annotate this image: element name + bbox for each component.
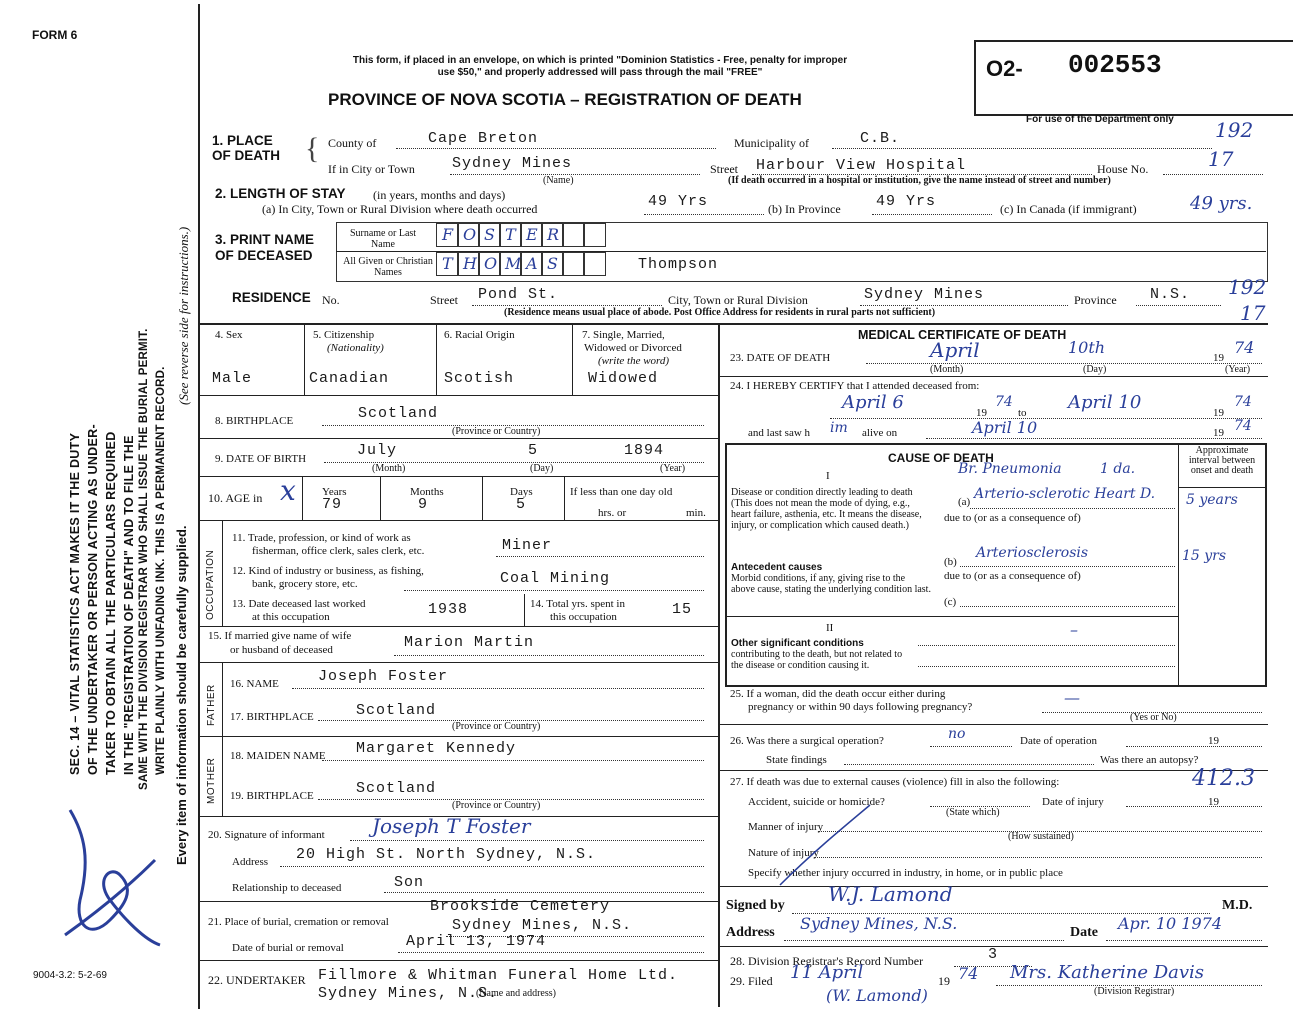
sex-value: Male — [212, 370, 253, 387]
residence-city-label: City, Town or Rural Division — [668, 293, 808, 307]
form-title: PROVINCE OF NOVA SCOTIA – REGISTRATION OF DEATH — [328, 90, 802, 109]
residence-note: (Residence means usual place of abode. Post Office Address for residents in rural parts not sufficient) — [504, 307, 936, 318]
interval-header: Approximate interval between onset and death — [1188, 445, 1256, 476]
side-note-instructions: (See reverse side for instructions.) — [176, 226, 191, 405]
spouse-label-2: or husband of deceased — [230, 644, 333, 656]
cause-c-label: (c) — [944, 596, 957, 608]
marital-label-3: (write the word) — [598, 355, 670, 367]
dob-month: July — [357, 442, 398, 459]
signed-address: Sydney Mines, N.S. — [800, 914, 958, 933]
center-divider — [718, 323, 720, 1007]
dob-day: 5 — [528, 442, 539, 459]
filed-year: 74 — [958, 964, 979, 983]
residence-label: RESIDENCE — [232, 290, 311, 305]
name-caption: (Name) — [543, 175, 574, 186]
side-note: Every item of information should be carefully supplied. — [174, 525, 189, 865]
last-saw-label: and last saw h — [748, 427, 811, 439]
surname-letter: O — [463, 225, 477, 244]
industry-value: Coal Mining — [500, 570, 611, 587]
cause-b-label: (b) — [944, 556, 957, 568]
due-to-2: due to (or as a consequence of) — [944, 570, 1081, 582]
cause-a-label: (a) — [958, 496, 971, 508]
given-letter-box — [499, 252, 522, 276]
min-label: min. — [686, 507, 706, 519]
industry-label-1: 12. Kind of industry or business, as fishing, — [232, 565, 424, 577]
last-saw-him: im — [830, 420, 848, 436]
surname-letter: R — [547, 225, 560, 244]
last-worked-label-1: 13. Date deceased last worked — [232, 598, 366, 610]
stay-c-value: 49 yrs. — [1190, 193, 1253, 214]
dob-label: 9. DATE OF BIRTH — [215, 453, 307, 465]
part-1-label: I — [826, 470, 830, 482]
record-number-label: 28. Division Registrar's Record Number — [730, 954, 924, 968]
trade-label-1: 11. Trade, profession, or kind of work as — [232, 532, 411, 544]
dod-year: 74 — [1234, 338, 1255, 357]
mother-birthplace-caption: (Province or Country) — [452, 800, 541, 811]
given-letter: S — [547, 254, 558, 273]
q25-caption: (Yes or No) — [1130, 712, 1177, 723]
maiden-value: Margaret Kennedy — [356, 740, 517, 757]
notice-line-2: use $50," and properly addressed will pass through the mail "FREE" — [437, 67, 763, 78]
reg-number: 002553 — [1068, 50, 1162, 80]
attended-to: April 10 — [1068, 392, 1142, 413]
undertaker-caption: (Name and address) — [476, 988, 556, 999]
side-text-1: SEC. 14 – VITAL STATISTICS ACT MAKES IT THE DUTY — [68, 432, 82, 775]
side-text-6: WRITE PLAINLY WITH UNFADING INK. THIS IS A PERMANENT RECORD. — [155, 366, 167, 775]
q27-label: 27. If death was due to external causes (violence) fill in also the following: — [730, 776, 1060, 788]
street-value: Harbour View Hospital — [756, 157, 967, 174]
mother-birthplace-label: 19. BIRTHPLACE — [230, 790, 314, 802]
due-to-1: due to (or as a consequence of) — [944, 512, 1081, 524]
father-birthplace-caption: (Province or Country) — [452, 721, 541, 732]
municipality-label: Municipality of — [734, 136, 809, 150]
spouse-value: Marion Martin — [404, 634, 535, 651]
informant-address: 20 High St. North Sydney, N.S. — [296, 846, 597, 863]
burial-place-line-1: Brookside Cemetery — [430, 898, 611, 915]
cause-b-interval: 15 yrs — [1182, 548, 1227, 564]
residence-code-2: 17 — [1240, 301, 1266, 325]
marital-value: Widowed — [588, 370, 659, 387]
age-label: 10. AGE in — [208, 491, 263, 505]
given-letter-box — [457, 252, 480, 276]
given-letter-box — [562, 252, 585, 276]
place-code-2: 17 — [1208, 147, 1234, 171]
residence-province: N.S. — [1150, 286, 1191, 303]
place-note: (If death occurred in a hospital or institution, give the name instead of street and number) — [728, 175, 1111, 186]
house-label: House No. — [1097, 162, 1149, 176]
burial-place-label: 21. Place of burial, cremation or removal — [208, 916, 389, 928]
birthplace-label: 8. BIRTHPLACE — [215, 415, 294, 427]
cause-a-value: Arterio-sclerotic Heart D. — [974, 486, 1156, 502]
dob-month-caption: (Month) — [372, 463, 406, 474]
days-value: 5 — [516, 496, 527, 513]
place-code-1: 192 — [1215, 118, 1254, 142]
margin-check-mark — [50, 800, 170, 950]
dept-use: For use of the Department only — [1026, 114, 1174, 125]
autopsy-label: Was there an autopsy? — [1100, 754, 1199, 766]
stay-a-label: (a) In City, Town or Rural Division where death occurred — [262, 202, 538, 216]
surname-letter-box — [478, 223, 501, 247]
surname-letter-box — [457, 223, 480, 247]
undertaker-line-2: Sydney Mines, N.S. — [318, 985, 499, 1002]
surname-letter-box — [436, 223, 459, 247]
given-letter-box — [520, 252, 543, 276]
notice-line-1: This form, if placed in an envelope, on which is printed "Dominion Statistics - Free, penalty for improper — [352, 55, 848, 66]
injury-date-label: Date of injury — [1042, 796, 1104, 808]
signed-address-label: Address — [726, 925, 775, 940]
mother-side-label: MOTHER — [206, 757, 217, 804]
dod-year-caption: (Year) — [1225, 364, 1251, 375]
surname-letter: T — [505, 225, 516, 244]
filed-label: 29. Filed — [730, 974, 773, 988]
given-label: All Given or Christian Names — [343, 256, 433, 278]
registrar-signature: Mrs. Katherine Davis — [1010, 962, 1205, 983]
surname-letter-box — [562, 223, 585, 247]
side-text-3: TAKER TO OBTAIN ALL THE PARTICULARS REQUIRED — [104, 431, 118, 775]
direct-interval: 1 da. — [1100, 461, 1136, 477]
citizenship-value: Canadian — [309, 370, 390, 387]
months-value: 9 — [418, 496, 429, 513]
surname-letter-box — [520, 223, 543, 247]
marital-label-2: Widowed or Divorced — [584, 342, 682, 354]
stay-c-label: (c) In Canada (if immigrant) — [1000, 202, 1137, 216]
citizenship-sub: (Nationality) — [327, 342, 384, 354]
undertaker-label: 22. UNDERTAKER — [208, 973, 306, 987]
side-text-4: IN THE "REGISTRATION OF DEATH" AND TO FILE THE — [122, 435, 136, 775]
burial-place-line-2: Sydney Mines, N.S. — [452, 917, 633, 934]
cause-a-interval: 5 years — [1186, 492, 1238, 508]
signed-date: Apr. 10 1974 — [1118, 914, 1223, 933]
how-sustained-caption: (How sustained) — [1008, 831, 1074, 842]
part-2-label: II — [826, 622, 834, 634]
filed-note: (W. Lamond) — [826, 986, 928, 1005]
md-label: M.D. — [1222, 898, 1253, 913]
given-letter-box — [436, 252, 459, 276]
to-year: 74 — [1234, 394, 1252, 410]
birthplace-caption: (Province or Country) — [452, 426, 541, 437]
father-birthplace-label: 17. BIRTHPLACE — [230, 711, 314, 723]
given-letter: M — [505, 254, 522, 273]
city-value: Sydney Mines — [452, 155, 573, 172]
reg-prefix: O2- — [986, 56, 1023, 81]
other-value: – — [1070, 620, 1078, 639]
last-saw-date: April 10 — [972, 418, 1038, 437]
informant-sig-label: 20. Signature of informant — [208, 829, 325, 841]
surname-letter-box — [583, 223, 606, 247]
street-label: Street — [710, 162, 738, 176]
antecedent-title: Antecedent causes — [731, 562, 823, 573]
surname-letter: E — [526, 225, 538, 244]
residence-city: Sydney Mines — [864, 286, 985, 303]
total-value: 15 — [672, 601, 693, 618]
to-year-prefix: 19 — [1213, 407, 1224, 419]
surname-letter: F — [442, 225, 454, 244]
surname-letter-box — [499, 223, 522, 247]
municipality-value: C.B. — [860, 130, 901, 147]
sex-label: 4. Sex — [215, 329, 243, 341]
signed-date-label: Date — [1070, 925, 1098, 940]
last-worked-label-2: at this occupation — [252, 611, 330, 623]
father-side-label: FATHER — [206, 684, 217, 726]
antecedent-label: Morbid conditions, if any, giving rise to the above cause, stating the underlying condition last. — [731, 573, 931, 595]
trade-value: Miner — [502, 537, 553, 554]
direct-cause: Br. Pneumonia — [958, 461, 1062, 477]
racial-value: Scotish — [444, 370, 515, 387]
mail-notice — [260, 55, 940, 79]
given-letter: O — [484, 254, 498, 273]
cause-header: CAUSE OF DEATH — [888, 451, 994, 465]
dod-day: 10th — [1068, 338, 1106, 357]
name-label: 3. PRINT NAME OF DECEASED — [215, 232, 315, 263]
city-label: If in City or Town — [328, 162, 415, 176]
total-label-1: 14. Total yrs. spent in — [530, 598, 625, 610]
form-code: 9004-3.2: 5-2-69 — [33, 970, 107, 981]
brace: { — [305, 132, 320, 165]
strike-line — [770, 800, 880, 890]
residence-code-1: 192 — [1228, 275, 1267, 299]
stay-b-value: 49 Yrs — [876, 193, 937, 210]
undertaker-line-1: Fillmore & Whitman Funeral Home Ltd. — [318, 967, 679, 984]
q26-value: no — [948, 726, 966, 742]
relationship-value: Son — [394, 874, 425, 891]
operation-date-label: Date of operation — [1020, 735, 1097, 747]
last-year: 74 — [1234, 418, 1252, 434]
given-letter: A — [526, 254, 538, 273]
cause-b-value: Arteriosclerosis — [976, 545, 1089, 561]
informant-address-label: Address — [232, 856, 269, 868]
dob-year-caption: (Year) — [660, 463, 686, 474]
mother-birthplace: Scotland — [356, 780, 437, 797]
certify-label: 24. I HEREBY CERTIFY that I attended deceased from: — [730, 380, 980, 392]
findings-label: State findings — [766, 754, 827, 766]
side-text-5: SAME WITH THE DIVISION REGISTRAR WHO SHALL ISSUE THE BURIAL PERMIT. — [138, 328, 150, 790]
racial-label: 6. Racial Origin — [444, 329, 515, 341]
given-middle-name: Thompson — [638, 256, 719, 273]
from-year-prefix: 19 — [976, 407, 987, 419]
registrar-caption: (Division Registrar) — [1094, 986, 1175, 997]
attended-from: April 6 — [842, 392, 904, 413]
to-label: to — [1018, 407, 1027, 419]
form-left-border — [198, 4, 200, 1009]
stay-label: 2. LENGTH OF STAY — [215, 186, 346, 201]
stay-a-value: 49 Yrs — [648, 193, 709, 210]
years-value: 79 — [322, 496, 343, 513]
q25-label-2: pregnancy or within 90 days following pregnancy? — [748, 701, 973, 713]
last-worked-value: 1938 — [428, 601, 469, 618]
total-label-2: this occupation — [550, 611, 617, 623]
stay-b-label: (b) In Province — [768, 202, 841, 216]
q25-value: — — [1064, 688, 1080, 707]
alive-label: alive on — [862, 427, 898, 439]
q27-code: 412.3 — [1192, 766, 1255, 791]
dod-day-caption: (Day) — [1083, 364, 1107, 375]
dod-label: 23. DATE OF DEATH — [730, 352, 831, 364]
given-letter-box — [478, 252, 501, 276]
filed-year-prefix: 19 — [938, 974, 950, 988]
other-label: contributing to the death, but not related to the disease or condition causing it. — [731, 649, 903, 671]
signed-value: W.J. Lamond — [828, 882, 953, 906]
surname-label: Surname or Last Name — [349, 228, 417, 250]
spouse-label-1: 15. If married give name of wife — [208, 630, 352, 642]
birthplace-value: Scotland — [358, 405, 439, 422]
dod-month-caption: (Month) — [930, 364, 964, 375]
direct-label: Disease or condition directly leading to death (This does not mean the mode of dying, e.g., heart failure, asthenia, etc. It means the disease, injury, or complication which caused death.) — [731, 487, 922, 531]
relationship-label: Relationship to deceased — [232, 882, 342, 894]
county-value: Cape Breton — [428, 130, 539, 147]
surname-letter-box — [541, 223, 564, 247]
dob-day-caption: (Day) — [530, 463, 554, 474]
other-title: Other significant conditions — [731, 638, 864, 649]
burial-date-label: Date of burial or removal — [232, 942, 344, 954]
less-label: If less than one day old — [570, 486, 673, 498]
days-label: Days — [510, 486, 533, 498]
operation-year-prefix: 19 — [1208, 735, 1219, 747]
maiden-label: 18. MAIDEN NAME — [230, 750, 326, 762]
dod-year-prefix: 19 — [1213, 352, 1224, 364]
residence-no-label: No. — [322, 293, 340, 307]
stay-sub: (in years, months and days) — [373, 188, 506, 202]
industry-label-2: bank, grocery store, etc. — [252, 578, 358, 590]
citizenship-label: 5. Citizenship — [313, 329, 375, 341]
accident-label: Accident, suicide or homicide? — [748, 796, 885, 808]
injury-year-prefix: 19 — [1208, 796, 1219, 808]
q25-label-1: 25. If a woman, did the death occur either during — [730, 688, 946, 700]
side-text-2: OF THE UNDERTAKER OR PERSON ACTING AS UNDER- — [86, 424, 100, 775]
years-label: Years — [322, 486, 347, 498]
marital-label-1: 7. Single, Married, — [582, 329, 665, 341]
father-name: Joseph Foster — [318, 668, 449, 685]
informant-signature: Joseph T Foster — [372, 814, 531, 838]
form-label: FORM 6 — [32, 28, 78, 42]
manner-label: Manner of injury — [748, 821, 824, 833]
county-label: County of — [328, 136, 377, 150]
given-letter: H — [463, 254, 477, 273]
residence-street: Pond St. — [478, 286, 559, 303]
nature-label: Nature of injury — [748, 847, 819, 859]
dob-year: 1894 — [624, 442, 665, 459]
given-letter-box — [541, 252, 564, 276]
state-which-caption: (State which) — [946, 807, 1000, 818]
residence-province-label: Province — [1074, 293, 1117, 307]
hrs-label: hrs. or — [598, 507, 627, 519]
signed-label: Signed by — [726, 898, 785, 913]
father-name-label: 16. NAME — [230, 678, 279, 690]
record-number: 3 — [988, 946, 999, 963]
residence-street-label: Street — [430, 293, 458, 307]
given-letter-box — [583, 252, 606, 276]
trade-label-2: fisherman, office clerk, sales clerk, etc. — [252, 545, 425, 557]
burial-date: April 13, 1974 — [406, 933, 547, 950]
filed-date: 11 April — [790, 962, 864, 983]
registration-number-box — [974, 40, 1293, 116]
specify-label: Specify whether injury occurred in industry, in home, or in public place — [748, 867, 1063, 879]
age-mark: x — [280, 474, 296, 507]
occupation-side-label: OCCUPATION — [205, 549, 216, 620]
months-label: Months — [410, 486, 444, 498]
q26-label: 26. Was there a surgical operation? — [730, 735, 884, 747]
medical-header: MEDICAL CERTIFICATE OF DEATH — [858, 328, 1067, 342]
given-letter: T — [442, 254, 453, 273]
place-label: 1. PLACE OF DEATH — [212, 133, 280, 163]
last-year-prefix: 19 — [1213, 427, 1224, 439]
from-year: 74 — [995, 394, 1013, 410]
dod-month: April — [930, 338, 980, 362]
father-birthplace: Scotland — [356, 702, 437, 719]
surname-letter: S — [484, 225, 495, 244]
